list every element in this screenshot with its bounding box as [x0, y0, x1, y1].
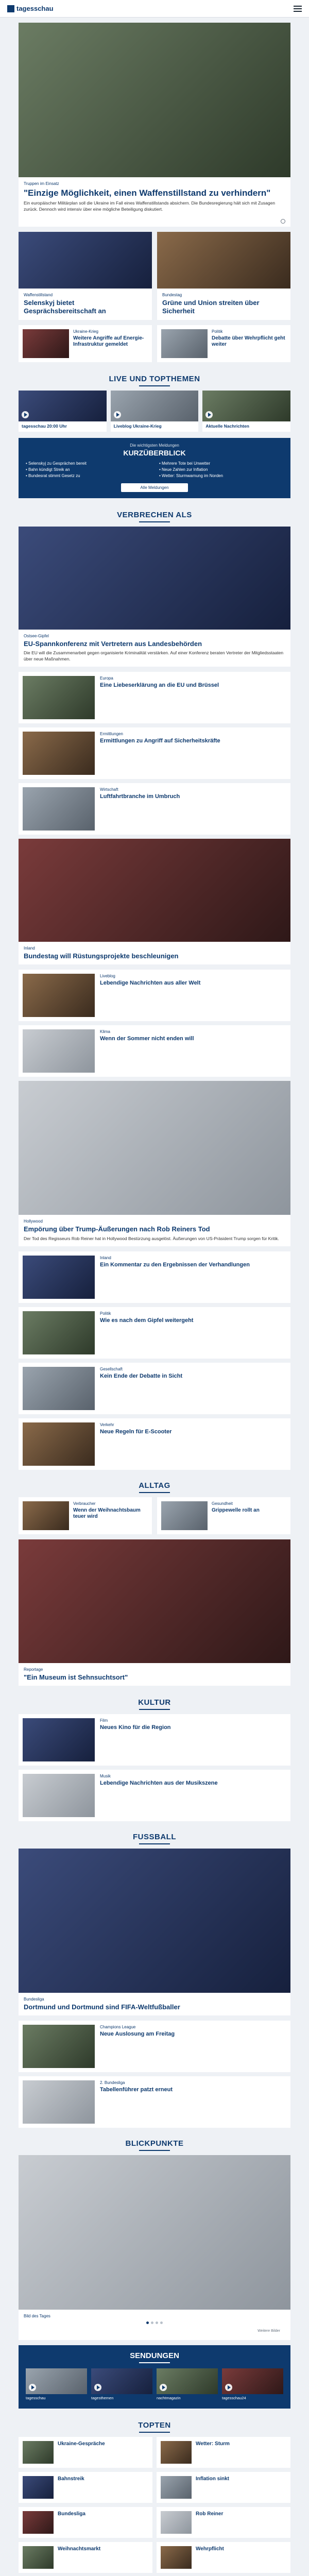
list-item-topline: Champions League: [100, 2025, 136, 2030]
logo[interactable]: [7, 5, 54, 12]
small-teaser[interactable]: [19, 1497, 152, 1534]
kurz-item[interactable]: • Bahn kündigt Streik an: [26, 467, 150, 472]
top-bar: [0, 0, 309, 18]
list-item-image: [23, 732, 95, 775]
list-item[interactable]: [19, 1025, 290, 1077]
gallery-image: [19, 2155, 290, 2310]
list-item-topline: Wirtschaft: [100, 787, 118, 792]
broadcast-title: tagesschau: [26, 2396, 46, 2401]
small-teaser-topline: Verbraucher: [73, 1501, 96, 1506]
kurz-title: KURZÜBERBLICK: [123, 449, 186, 457]
feature-topline: Inland: [24, 946, 35, 951]
kurz-item[interactable]: • Wetter: Sturmwarnung im Norden: [159, 473, 283, 478]
topten-item[interactable]: [157, 2542, 290, 2573]
feature-headline[interactable]: Bundestag will Rüstungsprojekte beschleunigen: [24, 952, 179, 960]
live-section-title: LIVE UND TOPTHEMEN: [109, 374, 200, 383]
list-item-topline: Verkehr: [100, 1422, 114, 1427]
list-item-image: [23, 1422, 95, 1466]
feature-article[interactable]: [19, 527, 290, 667]
broadcast-thumbnail: [91, 2368, 152, 2394]
section-title: FUSSBALL: [133, 1832, 176, 1841]
small-teaser-image: [23, 1501, 69, 1530]
list-item[interactable]: [19, 2076, 290, 2128]
topten-image: [23, 2546, 54, 2569]
list-item-topline: Ermittlungen: [100, 732, 123, 737]
section-title: ALLTAG: [139, 1481, 170, 1490]
menu-icon[interactable]: [294, 6, 302, 12]
list-item[interactable]: [19, 2021, 290, 2072]
small-teaser-image: [161, 329, 208, 358]
list-item-image: [23, 787, 95, 831]
topten-image: [161, 2546, 192, 2569]
list-item[interactable]: [19, 1363, 290, 1414]
list-item-headline[interactable]: Luftfahrtbranche im Umbruch: [100, 793, 180, 800]
list-item-headline[interactable]: Lebendige Nachrichten aus der Musikszene: [100, 1780, 218, 1786]
topten-headline[interactable]: Bahnstreik: [58, 2476, 84, 2482]
list-item-image: [23, 1774, 95, 1817]
list-item[interactable]: [19, 1770, 290, 1821]
feature-article[interactable]: [19, 839, 290, 964]
video-thumbnail: [19, 391, 107, 421]
logo-icon: [7, 5, 14, 12]
list-item-image: [23, 1311, 95, 1354]
teaser-card[interactable]: [157, 232, 290, 320]
list-item-image: [23, 2080, 95, 2124]
list-item-headline[interactable]: Wie es nach dem Gipfel weitergeht: [100, 1317, 194, 1324]
topten-image: [161, 2441, 192, 2464]
list-item[interactable]: [19, 783, 290, 835]
section-header: [19, 503, 290, 527]
teaser-card[interactable]: [19, 232, 152, 320]
list-item-headline[interactable]: Eine Liebeserklärung an die EU und Brüssel: [100, 682, 219, 689]
topten-headline[interactable]: Weihnachtsmarkt: [58, 2546, 101, 2552]
topten-item[interactable]: [157, 2472, 290, 2503]
section-header: [19, 1825, 290, 1849]
logo-text: tagesschau: [16, 5, 54, 12]
play-icon[interactable]: [205, 411, 213, 418]
hero-article[interactable]: [19, 23, 290, 227]
topten-image: [23, 2441, 54, 2464]
live-section-header: [19, 367, 290, 391]
kurzueberblick-box: [19, 438, 290, 498]
small-teaser-topline: Ukraine-Krieg: [73, 329, 98, 334]
section-header: [19, 2414, 290, 2437]
list-item[interactable]: [19, 970, 290, 1021]
broadcast-title: tagesthemen: [91, 2396, 114, 2401]
feature-image: [19, 1081, 290, 1215]
play-icon[interactable]: [29, 2384, 36, 2391]
broadcast-thumbnail: [157, 2368, 218, 2394]
feature-headline[interactable]: Empörung über Trump-Äußerungen nach Rob Reiners Tod: [24, 1225, 210, 1233]
list-item-headline[interactable]: Tabellenführer patzt erneut: [100, 2087, 173, 2093]
hero-headline[interactable]: "Einzige Möglichkeit, einen Waffenstillstand zu verhindern": [24, 188, 271, 198]
hero-image: [19, 23, 290, 177]
section-header: [19, 1474, 290, 1497]
topten-headline[interactable]: Wetter: Sturm: [196, 2441, 230, 2447]
feature-teaser: Die EU will die Zusammenarbeit gegen organisierte Kriminalität verstärken. Auf einer Konferenz beraten Vertreter der Mitgliedsstaaten über neue Maßnahmen.: [24, 650, 284, 662]
list-item-topline: Liveblog: [100, 974, 115, 979]
video-title[interactable]: Aktuelle Nachrichten: [205, 423, 249, 429]
list-item-headline[interactable]: Neue Auslosung am Freitag: [100, 2031, 175, 2038]
list-item-headline[interactable]: Lebendige Nachrichten aus aller Welt: [100, 980, 201, 987]
feature-article[interactable]: [19, 1081, 290, 1246]
teaser-topline: Waffenstillstand: [24, 293, 53, 298]
list-item-image: [23, 974, 95, 1017]
hero-teaser: Ein europäischer Militärplan soll die Ukraine im Fall eines Waffenstillstands absichern. Die Bundesregierung hält sich mit Zusagen zurück. Dennoch wird intensiv über eine mögliche Beteiligung diskutiert.: [24, 200, 276, 212]
kurz-item[interactable]: • Bundesrat stimmt Gesetz zu: [26, 473, 150, 478]
feature-image: [19, 1849, 290, 1993]
play-icon[interactable]: [114, 411, 121, 418]
feature-topline: Ostsee-Gipfel: [24, 634, 49, 639]
video-item[interactable]: [202, 391, 290, 432]
sendungen-section: [19, 2345, 290, 2409]
small-teaser-image: [23, 329, 69, 358]
feature-topline: Reportage: [24, 1667, 43, 1672]
play-icon[interactable]: [94, 2384, 101, 2391]
more-images-button[interactable]: Weitere Bilder: [258, 2329, 280, 2333]
list-item[interactable]: [19, 1251, 290, 1303]
topten-image: [161, 2511, 192, 2534]
topten-item[interactable]: [19, 2542, 152, 2573]
broadcast-title: nachtmagazin: [157, 2396, 181, 2401]
feature-teaser: Der Tod des Regisseurs Rob Reiner hat in Hollywood Bestürzung ausgelöst. Äußerungen von US-Präsident Trump sorgen für Kritik.: [24, 1235, 279, 1241]
list-item-topline: 2. Bundesliga: [100, 2080, 125, 2086]
teaser-headline[interactable]: Grüne und Union streiten über Sicherheit: [162, 299, 260, 315]
topten-item[interactable]: [19, 2507, 152, 2538]
list-item-headline[interactable]: Neue Regeln für E-Scooter: [100, 1428, 172, 1435]
list-item-image: [23, 2025, 95, 2068]
gallery-caption: Bild des Tages: [24, 2314, 50, 2319]
section-title: BLICKPUNKTE: [125, 2139, 184, 2148]
list-item-topline: Politik: [100, 1311, 111, 1316]
list-item-topline: Film: [100, 1718, 108, 1723]
feature-article[interactable]: [19, 1849, 290, 2015]
topten-image: [23, 2511, 54, 2534]
small-teaser-image: [161, 1501, 208, 1530]
list-item-topline: Musik: [100, 1773, 111, 1778]
kurz-item[interactable]: • Neue Zahlen zur Inflation: [159, 467, 283, 472]
list-item-image: [23, 1029, 95, 1073]
small-teaser-topline: Gesundheit: [212, 1501, 233, 1506]
section-title: KULTUR: [138, 1698, 171, 1707]
kurz-kicker: Die wichtigsten Meldungen: [130, 443, 179, 448]
feature-headline[interactable]: Dortmund und Dortmund sind FIFA-Weltfußballer: [24, 2003, 180, 2011]
teaser-image: [19, 232, 152, 289]
list-item-headline[interactable]: Neues Kino für die Region: [100, 1724, 171, 1731]
video-thumbnail: [111, 391, 199, 421]
video-thumbnail: [202, 391, 290, 421]
video-title[interactable]: tagesschau 20:00 Uhr: [22, 423, 67, 429]
list-item-headline[interactable]: Kein Ende der Debatte in Sicht: [100, 1372, 183, 1379]
play-icon[interactable]: [22, 411, 29, 418]
section-header: [19, 1691, 290, 1714]
video-item[interactable]: [111, 391, 199, 432]
list-item-image: [23, 1718, 95, 1761]
broadcast-item[interactable]: [157, 2368, 218, 2400]
list-item[interactable]: [19, 1418, 290, 1470]
live-video-strip: [19, 391, 290, 432]
play-icon[interactable]: [160, 2384, 167, 2391]
feature-image: [19, 839, 290, 942]
gallery[interactable]: [19, 2155, 290, 2340]
small-teaser-headline[interactable]: Weitere Angriffe auf Energie-Infrastruktur gemeldet: [73, 335, 144, 348]
video-title[interactable]: Liveblog Ukraine-Krieg: [113, 423, 162, 429]
feature-topline: Hollywood: [24, 1219, 43, 1224]
list-item[interactable]: [19, 727, 290, 779]
broadcast-item[interactable]: [91, 2368, 152, 2400]
small-teaser-headline[interactable]: Wenn der Weihnachtsbaum teuer wird: [73, 1507, 141, 1520]
broadcast-title: tagesschau24: [222, 2396, 246, 2401]
list-item[interactable]: [19, 1714, 290, 1766]
broadcast-item[interactable]: [26, 2368, 87, 2400]
hero-topline: Truppen im Einsatz: [24, 181, 59, 186]
small-teaser[interactable]: [157, 1497, 290, 1534]
section-header: [19, 2132, 290, 2155]
broadcast-thumbnail: [26, 2368, 87, 2394]
broadcast-thumbnail: [222, 2368, 283, 2394]
small-teaser-headline[interactable]: Debatte über Wehrpflicht geht weiter: [212, 335, 285, 348]
list-item-image: [23, 1256, 95, 1299]
list-item-topline: Europa: [100, 676, 113, 681]
list-item-topline: Klima: [100, 1029, 111, 1035]
list-item-image: [23, 676, 95, 719]
topten-item[interactable]: [19, 2472, 152, 2503]
topten-item[interactable]: [19, 2437, 152, 2468]
teaser-headline[interactable]: Selenskyj bietet Gesprächsbereitschaft an: [24, 299, 106, 315]
video-item[interactable]: [19, 391, 107, 432]
list-item-headline[interactable]: Ein Kommentar zu den Ergebnissen der Verhandlungen: [100, 1261, 250, 1268]
main-content: [0, 18, 309, 2576]
section-title: SENDUNGEN: [130, 2351, 179, 2361]
small-teaser[interactable]: [157, 325, 290, 362]
list-item-topline: Inland: [100, 1255, 111, 1260]
list-item-headline[interactable]: Wenn der Sommer nicht enden will: [100, 1036, 194, 1042]
list-item-headline[interactable]: Ermittlungen zu Angriff auf Sicherheitskräfte: [100, 738, 220, 744]
feature-headline[interactable]: "Ein Museum ist Sehnsuchtsort": [24, 1673, 128, 1681]
kurz-item[interactable]: • Mehrere Tote bei Unwetter: [159, 461, 283, 466]
kurz-item[interactable]: • Selenskyj zu Gesprächen bereit: [26, 461, 150, 466]
small-teaser[interactable]: [19, 325, 152, 362]
share-icon[interactable]: [281, 219, 285, 224]
section-title: VERBRECHEN ALS: [117, 511, 192, 520]
small-teaser-headline[interactable]: Grippewelle rollt an: [212, 1507, 260, 1513]
topten-headline[interactable]: Inflation sinkt: [196, 2476, 229, 2482]
all-news-button[interactable]: Alle Meldungen: [121, 483, 188, 492]
feature-topline: Bundesliga: [24, 1996, 44, 2002]
teaser-image: [157, 232, 290, 289]
topten-item[interactable]: [157, 2507, 290, 2538]
topten-headline[interactable]: Rob Reiner: [196, 2511, 224, 2517]
topten-image: [23, 2476, 54, 2499]
topten-image: [161, 2476, 192, 2499]
play-icon[interactable]: [225, 2384, 232, 2391]
section-title: TOPTEN: [138, 2421, 171, 2430]
feature-headline[interactable]: EU-Spannkonferenz mit Vertretern aus Landesbehörden: [24, 640, 202, 648]
feature-article[interactable]: [19, 1539, 290, 1686]
feature-image: [19, 527, 290, 630]
topten-headline[interactable]: Bundesliga: [58, 2511, 85, 2517]
feature-image: [19, 1539, 290, 1663]
list-item[interactable]: [19, 672, 290, 723]
kurz-list: [26, 461, 283, 478]
list-item-image: [23, 1367, 95, 1410]
gallery-pager[interactable]: [24, 2321, 285, 2324]
topten-headline[interactable]: Wehrpflicht: [196, 2546, 224, 2552]
topten-list: [19, 2437, 290, 2576]
teaser-topline: Bundestag: [162, 293, 182, 298]
topten-item[interactable]: [157, 2437, 290, 2468]
list-item[interactable]: [19, 1307, 290, 1359]
topten-headline[interactable]: Ukraine-Gespräche: [58, 2441, 105, 2447]
list-item-topline: Gesellschaft: [100, 1366, 123, 1371]
broadcast-item[interactable]: [222, 2368, 283, 2400]
small-teaser-topline: Politik: [212, 329, 223, 334]
